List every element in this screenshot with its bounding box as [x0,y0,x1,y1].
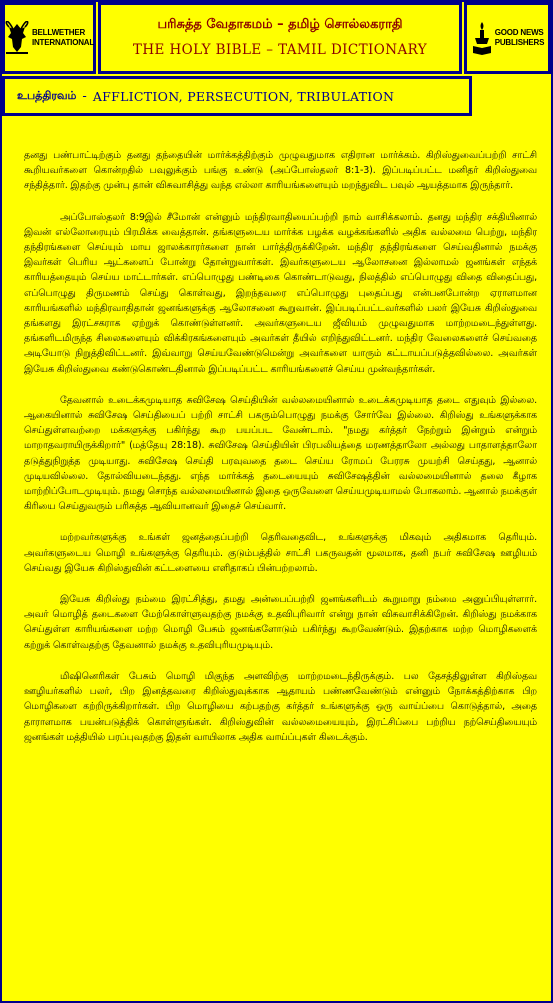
paragraph-5: இயேசு கிறிஸ்து நம்மை இரட்சித்து, தமது அன்பைப்பற்றி ஜனங்களிடம் கூறுமாறு நம்மை அனுப்பியுள்ளார். அவர் மொழித் தடைகளை மேற்கொள்ளுவதற்கு நமக்கு உதவிபுரிவார் என்று நான் விசுவாசிக்கிறேன். கிறிஸ்து நமக்காக செய்துள்ள காரியங்களை மற்ற மொழி பேசும் ஜனங்களோடும் பகிர்ந்து கூறவேண்டும். இதற்காக மற்ற மொழிகளைக் கற்றுக் கொள்வதற்கு தேவனால் நமக்கு உதவிபுரியமுடியும். [24,594,537,651]
left-logo-line1: BELLWETHER [31,28,86,37]
paragraph-2: அப்போஸ்தலர் 8:9இல் சீமோன் என்னும் மந்திரவாதியைப்பற்றி நாம் வாசிக்கலாம். தனது மந்திர சக்தியினால் இவன் எல்லோரையும் பிரமிக்க வைத்தான். தங்களுடைய மார்க்க பழக்க வழக்கங்களில் அதிக வல்லமை பெற்று, மந்திர தந்திரங்களை செய்யும் மாய ஜாலக்காரர்களை நான் பார்த்திருக்கிறேன். மந்திர தந்திரங்களை செய்வதினால் நமக்கு இவர்கள் பெரிய ஆட்களைப் போன்று தோன்றுவார்கள். இவர்களுடைய ஆலோசனை இல்லாமல் ஜனங்கள் எந்தக் காரியத்தையும் செய்ய மாட்டார்கள். எப்பொழுது பண்டிகை கொண்டாடுவது, நிலத்தில் எப்பொழுது விதை விதைப்பது, எப்பொழுது திருமணம் செய்து கொள்வது, இறந்தவரை எப்பொழுது புதைப்பது என்பனபோன்ற ஏராளமான காரியங்களில் மந்திரவாதிதான் ஜனங்களுக்கு ஆலோசனை கூறுவான். இப்படிப்பட்டவர்களில் பலர் இயேசு கிறிஸ்துவை தங்களது இரட்சகராக ஏற்றுக் கொண்டுள்ளனர். அவர்களுடைய ஜீவியம் முழுவதுமாக மாற்றமடைந்துள்ளது. தங்களிடமிருந்த சிலைகளையும் விக்கிரகங்களையும் அவர்கள் தீயில் எறிந்துவிட்டனர். மந்திர வேலைகளைச் செய்வதை அடியோடு நிறுத்திவிட்டனர். இவ்வாறு செய்யவேண்டுமென்று அவர்களை யாரும் கட்டாயப்படுத்தவில்லை. அவர்கள் இயேசு கிறிஸ்துவை கண்டுகொண்டதினால் இப்படிப்பட்ட காரியங்களைச் செய்ய முன்வந்தார்கள். [24,211,537,375]
right-logo-line2: PUBLISHERS [494,38,545,47]
page-title-tamil: பரிசுத்த வேதாகமம் – தமிழ் சொல்லகராதி [157,17,403,32]
page-title-english: THE HOLY BIBLE – TAMIL DICTIONARY [132,42,428,58]
subject-english: AFFLICTION, PERSECUTION, TRIBULATION [92,88,395,104]
left-logo-line2: INTERNATIONAL [31,38,95,47]
good-news-logo-box [464,2,551,74]
article-body [24,148,537,988]
paragraph-3: தேவனால் உடைக்கமுடியாத சுவிசேஷ செய்தியின் வல்லமையினால் உடைக்கமுடியாத தடை எதுவும் இல்லை. ஆகையினால் சுவிசேஷ செய்தியைப் பற்றி சாட்சி பகரும்பொழுது நமக்கு சோர்வே இல்லை. கிறிஸ்து உங்களுக்காக செய்துள்ளவற்றை மக்களுக்கு பகிர்ந்து கூற பயப்பட வேண்டாம். "நமது கர்த்தர் நேற்றும் இன்றும் என்றும் மாறாதவராயிருக்கிறார்" (மத்தேயு 28:18). சுவிசேஷ செய்தியின் பிரபலியத்தை மரணத்தாலோ அல்லது பாதாளத்தாலோ தடுத்துநிறுத்த முடியாது. சுவிசேஷ செய்தி பரவுவதை தடை செய்ய ரோமப் பேரரசு முயற்சி செய்தது, ஆனால் முடியவில்லை. தோல்வியடைந்தது. எந்த மார்க்கத் தடையையும் சுவிசேஷத்தின் வல்லமையினால் தலை கீழாக மாற்றிப்போடமுடியும். நமது சொந்த வல்லமையினால் இதை ஒருவேளை செய்யமுடியாமல் போகலாம். ஆனால் நமக்குள் கிரியை செய்துவரும் பரிசுத்த ஆவியானவர் இதைச் செய்வார். [24,394,537,513]
lamp-book-logo-icon [471,20,493,56]
title-box [98,2,462,74]
paragraph-1: தனது பண்பாட்டிற்கும் தனது தந்தையின் மார்க்கத்திற்கும் முழுவதுமாக எதிரான மார்க்கம். கிறிஸ்துவைப்பற்றி சாட்சி கூறியவர்களை கொன்றதில் பவுலுக்கும் பங்கு உண்டு (அப்போஸ்தலர் 8:1-3). இப்படிப்பட்ட மனிதர் கிறிஸ்துவை சந்தித்தார். இதற்கு முன்பு தான் விசுவாசித்து வந்த எல்லா காரியங்களையும் மறந்துவிட பவுல் ஆயத்தமாக இருந்தார். [24,150,537,192]
bellwether-logo-box [2,2,96,74]
subject-tamil: உபத்திரவம் [17,88,77,102]
paragraph-4: மற்றவர்களுக்கு உங்கள் ஜனத்தைப்பற்றி தெரிவதைவிட, உங்களுக்கு மிகவும் அதிகமாக தெரியும். அவர்களுடைய மொழி உங்களுக்கு தெரியும். குடும்பத்தில் சாட்சி பகருவதன் மூலமாக, தனி நபர் சுவிசேஷ ஊழியம் செய்வது இயேசு கிறிஸ்துவின் கட்டளையை எளிதாகப் பின்பற்றலாம். [24,532,537,574]
subject-heading-box [2,76,472,116]
subject-separator: - [82,88,87,104]
paragraph-6: மிஷினெரிகள் பேசும் மொழி மிகுந்த அளவிற்கு மாற்றமடைந்திருக்கும். பல தேசத்திலுள்ள கிறிஸ்தவ ஊழியர்களில் பலர், பிற இனத்தவரை கிறிஸ்துவுக்காக ஆதாயம் பண்ணவேண்டும் என்னும் நோக்கத்திற்காக பிற மொழிகளை கற்றிருக்கிறார்கள். பிற மொழியை கற்பதற்கு கர்த்தர் உங்களுக்கு ஒரு வாய்ப்பை கொடுத்தால், அதை தாராளமாக பயன்படுத்திக் கொள்ளுங்கள். கிறிஸ்துவின் வல்லமையையும், இரட்சிப்பை பற்றிய நற்செய்தியையும் ஜனங்கள் மத்தியில் பரப்புவதற்கு இதன் வாயிலாக அதிக வாய்ப்புகள் கிடைக்கும். [24,670,537,743]
right-logo-line1: GOOD NEWS [494,28,544,37]
ram-head-logo-icon [4,21,30,55]
